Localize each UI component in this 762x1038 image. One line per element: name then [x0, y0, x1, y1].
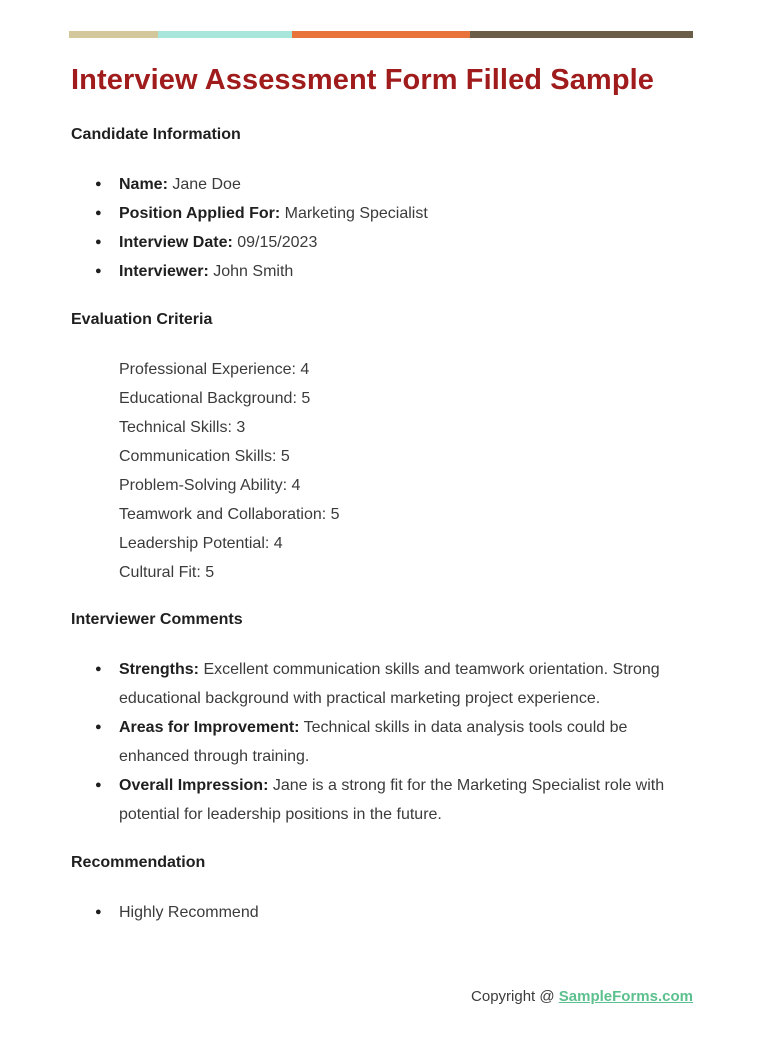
list-item: Leadership Potential: 4	[119, 535, 283, 552]
color-bar-segment	[158, 31, 292, 38]
color-bar-segment	[470, 31, 693, 38]
list-item	[0, 170, 762, 199]
recommendation-heading: Recommendation	[71, 854, 206, 871]
header-color-bar	[69, 31, 693, 38]
page-title: Interview Assessment Form Filled Sample	[71, 64, 655, 96]
color-bar-segment	[292, 31, 470, 38]
item-label: Interview Date:	[119, 234, 233, 251]
item-label: Interviewer:	[119, 263, 209, 280]
evaluation-list	[0, 355, 762, 587]
list-item	[0, 713, 762, 771]
item-label: Strengths:	[119, 661, 199, 678]
brand-link[interactable]: SampleForms.com	[558, 988, 693, 1005]
list-item: Problem-Solving Ability: 4	[119, 477, 301, 494]
item-value: Technical skills in data analysis tools could be enhanced through training.	[119, 719, 628, 765]
list-item	[0, 655, 762, 713]
recommendation-list	[0, 898, 762, 927]
item-value: Excellent communication skills and teamwork orientation. Strong educational background with practical marketing project experience.	[119, 661, 660, 707]
item-value: Marketing Specialist	[280, 205, 428, 222]
item-value: John Smith	[208, 263, 294, 280]
item-value: 09/15/2023	[232, 234, 318, 251]
item-value: Jane is a strong fit for the Marketing Specialist role with potential for leadership positions in the future.	[119, 777, 665, 823]
list-item: ● Highly Recommend	[0, 898, 762, 927]
list-item: Teamwork and Collaboration: 5	[119, 506, 340, 523]
candidate-info-list	[0, 170, 762, 286]
evaluation-heading: Evaluation Criteria	[71, 311, 213, 328]
list-item	[0, 771, 762, 829]
list-item	[0, 199, 762, 228]
list-item: Communication Skills: 5	[119, 448, 290, 465]
copyright-text: Copyright @	[471, 988, 559, 1005]
item-label: Name:	[119, 176, 168, 193]
item-label: Areas for Improvement:	[119, 719, 300, 736]
list-item	[0, 257, 762, 286]
candidate-info-heading: Candidate Information	[71, 126, 241, 143]
item-label: Position Applied For:	[119, 205, 281, 222]
list-item: Educational Background: 5	[119, 390, 311, 407]
footer-copyright	[471, 986, 693, 1008]
list-item: Professional Experience: 4	[119, 361, 310, 378]
list-item: Cultural Fit: 5	[119, 564, 215, 581]
item-value: Jane Doe	[167, 176, 241, 193]
list-item: Technical Skills: 3	[119, 419, 246, 436]
comments-list	[0, 655, 762, 829]
list-item	[0, 228, 762, 257]
color-bar-segment	[69, 31, 158, 38]
comments-heading: Interviewer Comments	[71, 611, 243, 628]
item-label: Overall Impression:	[119, 777, 269, 794]
